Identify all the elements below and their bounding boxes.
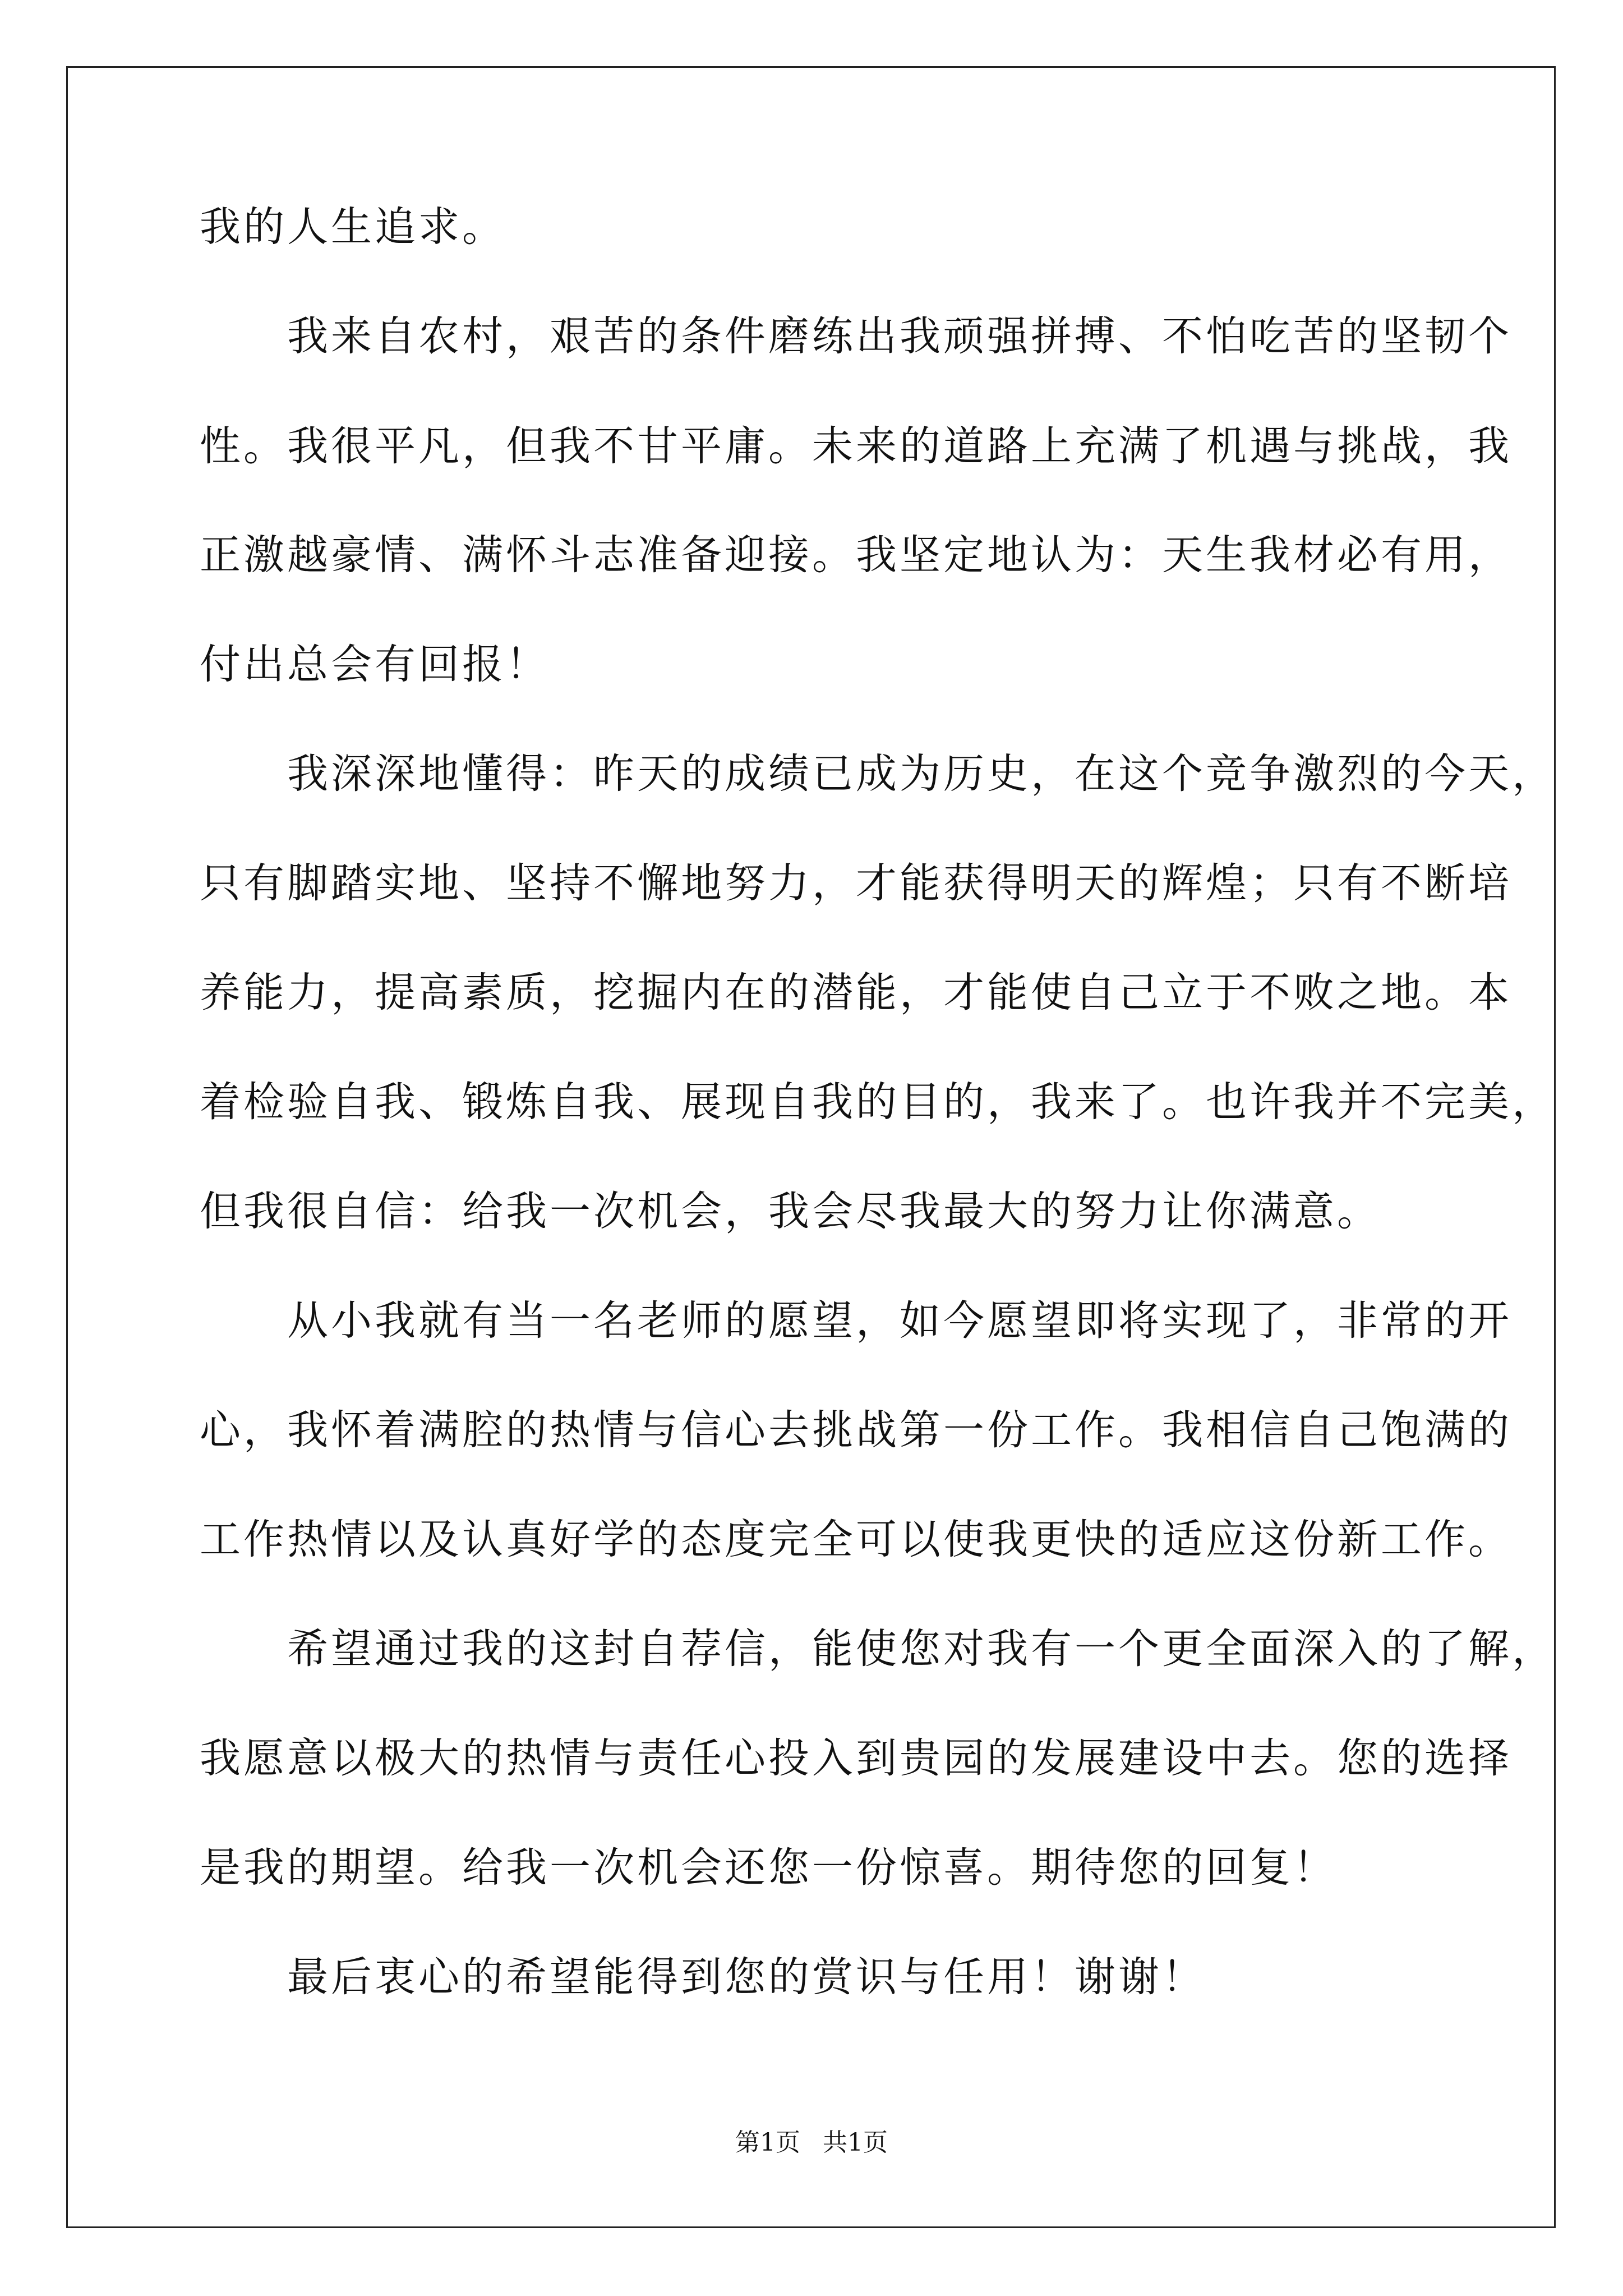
text-line: 我深深地懂得：昨天的成绩已成为历史，在这个竞争激烈的今天， [200, 750, 1556, 798]
text-line: 最后衷心的希望能得到您的赏识与任用！谢谢！ [200, 1953, 1206, 2001]
text-line: 我来自农村，艰苦的条件磨练出我顽强拼搏、不怕吃苦的坚韧个 [200, 312, 1512, 360]
text-line: 是我的期望。给我一次机会还您一份惊喜。期待您的回复！ [200, 1844, 1337, 1892]
text-line: 工作热情以及认真好学的态度完全可以使我更快的适应这份新工作。 [200, 1516, 1512, 1563]
text-line: 正激越豪情、满怀斗志准备迎接。我坚定地认为：天生我材必有用， [200, 531, 1512, 579]
page-border [66, 66, 1556, 2228]
page-footer [0, 2126, 1623, 2160]
text-line: 付出总会有回报！ [200, 641, 550, 688]
text-line: 从小我就有当一名老师的愿望，如今愿望即将实现了，非常的开 [200, 1297, 1512, 1345]
text-line: 着检验自我、锻炼自我、展现自我的目的，我来了。也许我并不完美， [200, 1078, 1556, 1126]
page-number: 第1页 [735, 2128, 800, 2157]
text-line: 性。我很平凡，但我不甘平庸。未来的道路上充满了机遇与挑战，我 [200, 422, 1512, 470]
page-count: 共1页 [823, 2128, 888, 2157]
text-line: 希望通过我的这封自荐信，能使您对我有一个更全面深入的了解， [200, 1625, 1556, 1673]
text-line: 我的人生追求。 [200, 203, 506, 251]
text-line: 但我很自信：给我一次机会，我会尽我最大的努力让你满意。 [200, 1188, 1381, 1235]
text-line: 只有脚踏实地、坚持不懈地努力，才能获得明天的辉煌；只有不断培 [200, 859, 1512, 907]
text-line: 养能力，提高素质，挖掘内在的潜能，才能使自己立于不败之地。本 [200, 969, 1512, 1016]
text-line: 我愿意以极大的热情与责任心投入到贵园的发展建设中去。您的选择 [200, 1734, 1512, 1782]
text-line: 心，我怀着满腔的热情与信心去挑战第一份工作。我相信自己饱满的 [200, 1406, 1512, 1454]
